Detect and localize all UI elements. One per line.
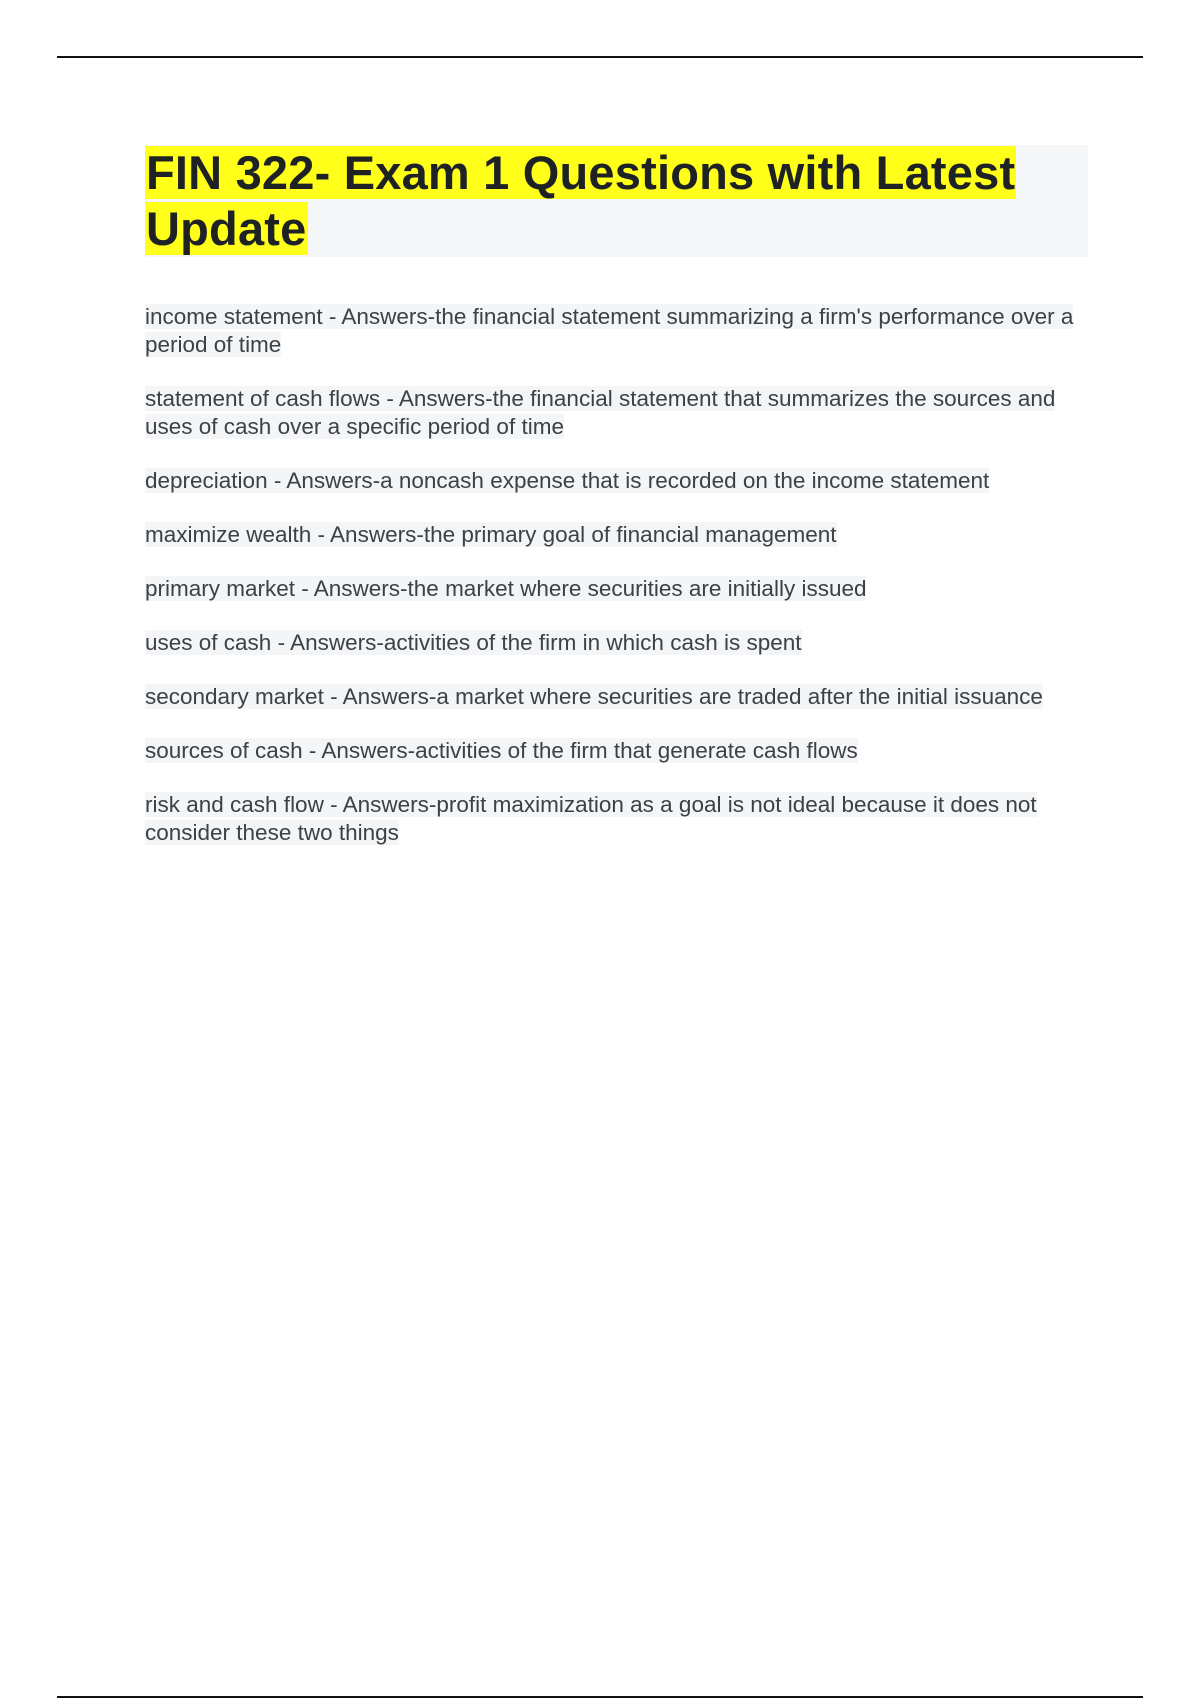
flashcard-text: income statement - Answers-the financial statement summarizing a firm's performance over a period of time (145, 304, 1074, 357)
flashcard-text: maximize wealth - Answers-the primary goal of financial management (145, 522, 837, 547)
flashcard-text: secondary market - Answers-a market where securities are traded after the initial issuance (145, 684, 1043, 709)
flashcard-item (145, 791, 1088, 847)
flashcard-item (145, 521, 1088, 549)
flashcard-text: sources of cash - Answers-activities of the firm that generate cash flows (145, 738, 858, 763)
title-block (145, 145, 1088, 257)
flashcard-text: statement of cash flows - Answers-the financial statement that summarizes the sources and uses of cash over a specific period of time (145, 386, 1056, 439)
document-title (145, 145, 1088, 257)
title-highlight: FIN 322- Exam 1 Questions with Latest Update (146, 146, 1016, 255)
flashcard-item (145, 629, 1088, 657)
flashcard-item (145, 303, 1088, 359)
top-rule (57, 56, 1143, 58)
flashcard-item (145, 683, 1088, 711)
flashcard-list (145, 303, 1088, 873)
flashcard-item (145, 467, 1088, 495)
flashcard-text: risk and cash flow - Answers-profit maximization as a goal is not ideal because it does not consider these two things (145, 792, 1037, 845)
flashcard-text: depreciation - Answers-a noncash expense that is recorded on the income statement (145, 468, 990, 493)
flashcard-item (145, 575, 1088, 603)
flashcard-item (145, 385, 1088, 441)
flashcard-text: uses of cash - Answers-activities of the firm in which cash is spent (145, 630, 802, 655)
bottom-rule (57, 1696, 1143, 1698)
flashcard-item (145, 737, 1088, 765)
flashcard-text: primary market - Answers-the market where securities are initially issued (145, 576, 867, 601)
